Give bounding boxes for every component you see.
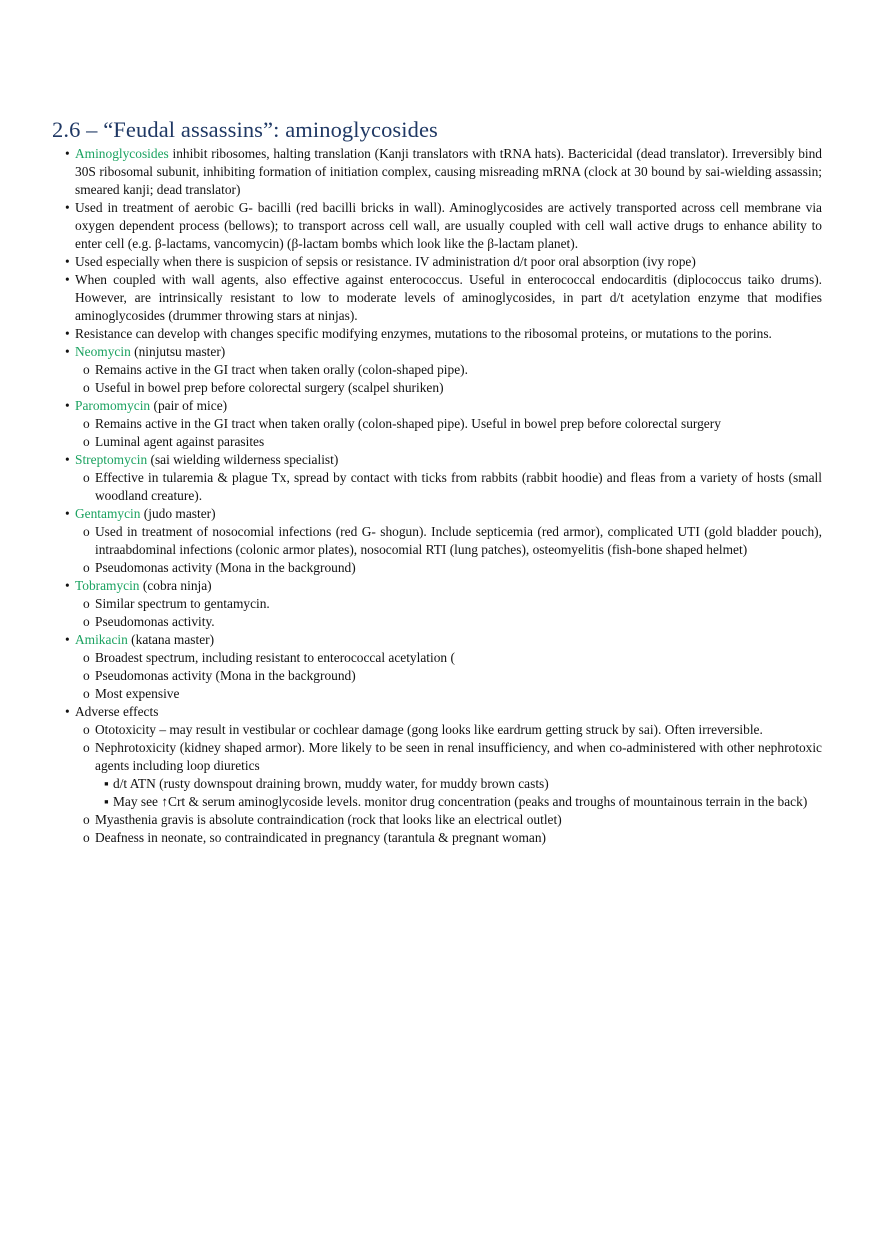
drug-name: Gentamycin <box>75 506 141 521</box>
bullet-marker: • <box>65 398 70 413</box>
bullet-resistance: • Resistance can develop with changes specific modifying enzymes, mutations to the ribosomal proteins, or mutations to the porins. <box>65 326 772 341</box>
bullet-marker: • <box>65 272 70 287</box>
sub-item-myasthenia: o Myasthenia gravis is absolute contraindication (rock that looks like an electrical outlet) <box>83 812 562 827</box>
bullet-neomycin: • Neomycin (ninjutsu master) <box>65 344 226 359</box>
bullet-enterococcus: • When coupled with wall agents, also effective against enterococcus. Useful in enterococcal endocarditis (diplococcus taiko drums). However, are intrinsically resistant to low to moderate levels of aminoglycosides, in part d/t acetylation enzyme that modifies aminoglycosides (drummer throwing stars at ninjas). <box>65 272 822 323</box>
sub-item: o Useful in bowel prep before colorectal surgery (scalpel shuriken) <box>83 380 444 395</box>
sub-item: o Remains active in the GI tract when taken orally (colon-shaped pipe). Useful in bowel prep before colorectal surgery <box>83 416 721 431</box>
bullet-marker: • <box>65 506 70 521</box>
bullet-sepsis: • Used especially when there is suspicion of sepsis or resistance. IV administration d/t poor oral absorption (ivy rope) <box>65 254 696 269</box>
bullet-marker: • <box>65 578 70 593</box>
bullet-streptomycin: • Streptomycin (sai wielding wilderness specialist) <box>65 452 339 467</box>
bullet-marker: • <box>65 254 70 269</box>
bullet-tobramycin: • Tobramycin (cobra ninja) <box>65 578 212 593</box>
sub-item: o Effective in tularemia & plague Tx, spread by contact with ticks from rabbits (rabbit hoodie) and fleas from a variety of hosts (small woodland creature). <box>83 470 822 503</box>
bullet-marker: • <box>65 326 70 341</box>
sub-item: o Similar spectrum to gentamycin. <box>83 596 270 611</box>
sub-item-deafness: o Deafness in neonate, so contraindicated in pregnancy (tarantula & pregnant woman) <box>83 830 547 845</box>
bullet-aminoglycosides: • Aminoglycosides inhibit ribosomes, halting translation (Kanji translators with tRNA hats). Bactericidal (dead translator). Irreversibly bind 30S ribosomal subunit, inhibiting formation of initiation complex, causing misreading mRNA (clock at 30 bound by sai-wielding assassin; smeared kanji; dead translator) <box>65 146 822 197</box>
sub-item: o Used in treatment of nosocomial infections (red G- shogun). Include septicemia (red armor), complicated UTI (gold bladder pouch), intraabdominal infections (colonic armor plates), nosocomial RTI (lung patches), osteomyelitis (fish-bone shaped helmet) <box>83 524 822 557</box>
bullet-marker: • <box>65 200 70 215</box>
sub-item: o Luminal agent against parasites <box>83 434 265 449</box>
bullet-gentamycin: • Gentamycin (judo master) <box>65 506 216 521</box>
sub-item: o Pseudomonas activity. <box>83 614 215 629</box>
bullet-amikacin: • Amikacin (katana master) <box>65 632 215 647</box>
sub-item: o Most expensive <box>83 686 180 701</box>
drug-name: Paromomycin <box>75 398 151 413</box>
drug-name: Neomycin <box>75 344 131 359</box>
bullet-indications: • Used in treatment of aerobic G- bacilli (red bacilli bricks in wall). Aminoglycosides are actively transported across cell membrane via oxygen dependent process (bellows); to transport across cell wall, are usually coupled with cell wall active drugs to enhance ability to enter cell (e.g. β-lactams, vancomycin) (β-lactam bombs which look like the β-lactam planet). <box>65 200 822 251</box>
drug-name: Streptomycin <box>75 452 148 467</box>
bullet-paromomycin: • Paromomycin (pair of mice) <box>65 398 228 413</box>
subsub-item: ▪ May see ↑Crt & serum aminoglycoside levels. monitor drug concentration (peaks and troughs of mountainous terrain in the back) <box>104 794 808 809</box>
bullet-adverse-effects: • Adverse effects <box>65 704 159 719</box>
bullet-marker: • <box>65 452 70 467</box>
drug-name: Amikacin <box>75 632 128 647</box>
bullet-marker: • <box>65 704 70 719</box>
sub-item: o Remains active in the GI tract when taken orally (colon-shaped pipe). <box>83 362 468 377</box>
subsub-item: ▪ d/t ATN (rusty downspout draining brown, muddy water, for muddy brown casts) <box>104 776 549 791</box>
sub-item: o Pseudomonas activity (Mona in the background) <box>83 668 356 683</box>
sub-item-ototoxicity: o Ototoxicity – may result in vestibular or cochlear damage (gong looks like eardrum getting struck by sai). Often irreversible. <box>83 722 763 737</box>
sub-item: o Broadest spectrum, including resistant to enterococcal acetylation ( <box>83 650 455 665</box>
sub-item-nephrotoxicity: o Nephrotoxicity (kidney shaped armor). More likely to be seen in renal insufficiency, and when co-administered with other nephrotoxic agents including loop diuretics <box>83 740 822 773</box>
bullet-marker: • <box>65 344 70 359</box>
bullet-marker: • <box>65 146 70 161</box>
drug-name: Tobramycin <box>75 578 140 593</box>
bullet-marker: • <box>65 632 70 647</box>
drug-name: Aminoglycosides <box>75 146 169 161</box>
section-heading: 2.6 – “Feudal assassins”: aminoglycosides <box>52 117 438 142</box>
sub-item: o Pseudomonas activity (Mona in the background) <box>83 560 356 575</box>
document-body <box>60 145 822 847</box>
